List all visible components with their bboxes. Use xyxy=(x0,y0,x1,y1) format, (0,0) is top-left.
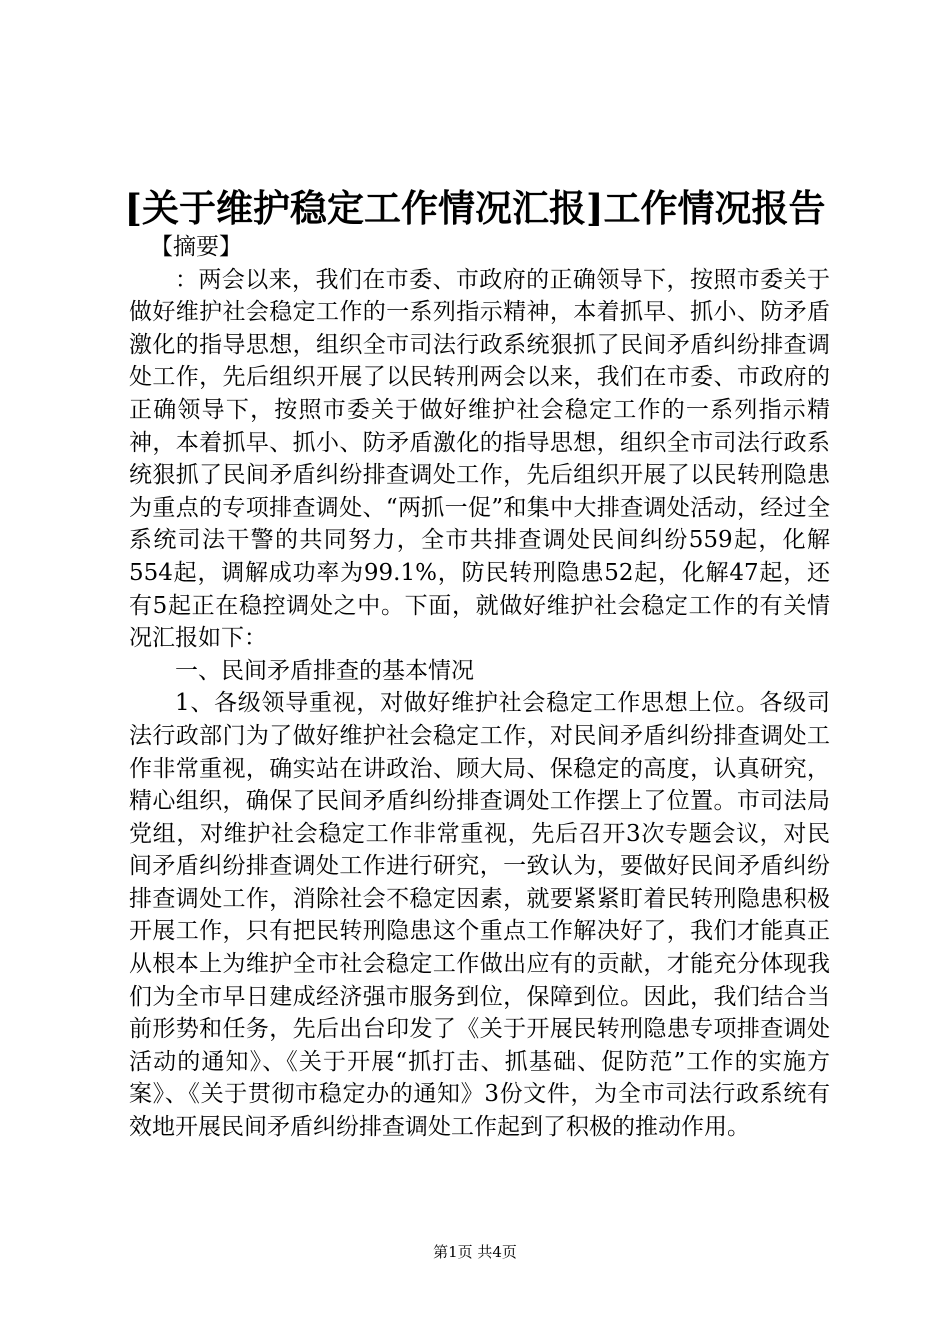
section-heading: 一、民间矛盾排查的基本情况 xyxy=(175,657,474,684)
abstract-label: 【摘要】 xyxy=(150,234,242,260)
abstract-paragraph: ：两会以来，我们在市委、市政府的正确领导下，按照市委关于做好维护社会稳定工作的一系列指示精神，本着抓早、抓小、防矛盾激化的指导思想，组织全市司法行政系统狠抓了民间矛盾纠纷排查调处工作，先后组织开展了以民转刑两会以来，我们在市委、市政府的正确领导下，按照市委关于做好维护社会稳定工作的一系列指示精神，本着抓早、抓小、防矛盾激化的指导思想，组织全市司法行政系统狠抓了民间矛盾纠纷排查调处工作，先后组织开展了以民转刑隐患为重点的专项排查调处、“两抓一促”和集中大排查调处活动，经过全系统司法干警的共同努力，全市共排查调处民间纠纷559起，化解554起，调解成功率为99.1%，防民转刑隐患52起，化解47起，还有5起正在稳控调处之中。下面，就做好维护社会稳定工作的有关情况汇报如下： xyxy=(129,266,830,652)
document-title: [关于维护稳定工作情况汇报]工作情况报告 xyxy=(124,186,826,230)
body-paragraph: 1、各级领导重视，对做好维护社会稳定工作思想上位。各级司法行政部门为了做好维护社会稳定工作，对民间矛盾纠纷排查调处工作非常重视，确实站在讲政治、顾大局、保稳定的高度，认真研究，精心组织，确保了民间矛盾纠纷排查调处工作摆上了位置。市司法局党组，对维护社会稳定工作非常重视，先后召开3次专题会议，对民间矛盾纠纷排查调处工作进行研究，一致认为，要做好民间矛盾纠纷排查调处工作，消除社会不稳定因素，就要紧紧盯着民转刑隐患积极开展工作，只有把民转刑隐患这个重点工作解决好了，我们才能真正从根本上为维护全市社会稳定工作做出应有的贡献，才能充分体现我们为全市早日建成经济强市服务到位，保障到位。因此，我们结合当前形势和任务，先后出台印发了《关于开展民转刑隐患专项排查调处活动的通知》、《关于开展“抓打击、抓基础、促防范”工作的实施方案》、《关于贯彻市稳定办的通知》3份文件，为全市司法行政系统有效地开展民间矛盾纠纷排查调处工作起到了积极的推动作用。 xyxy=(129,690,830,1141)
document-body xyxy=(129,231,830,1144)
page-footer: 第1页 共4页 xyxy=(433,1243,517,1261)
